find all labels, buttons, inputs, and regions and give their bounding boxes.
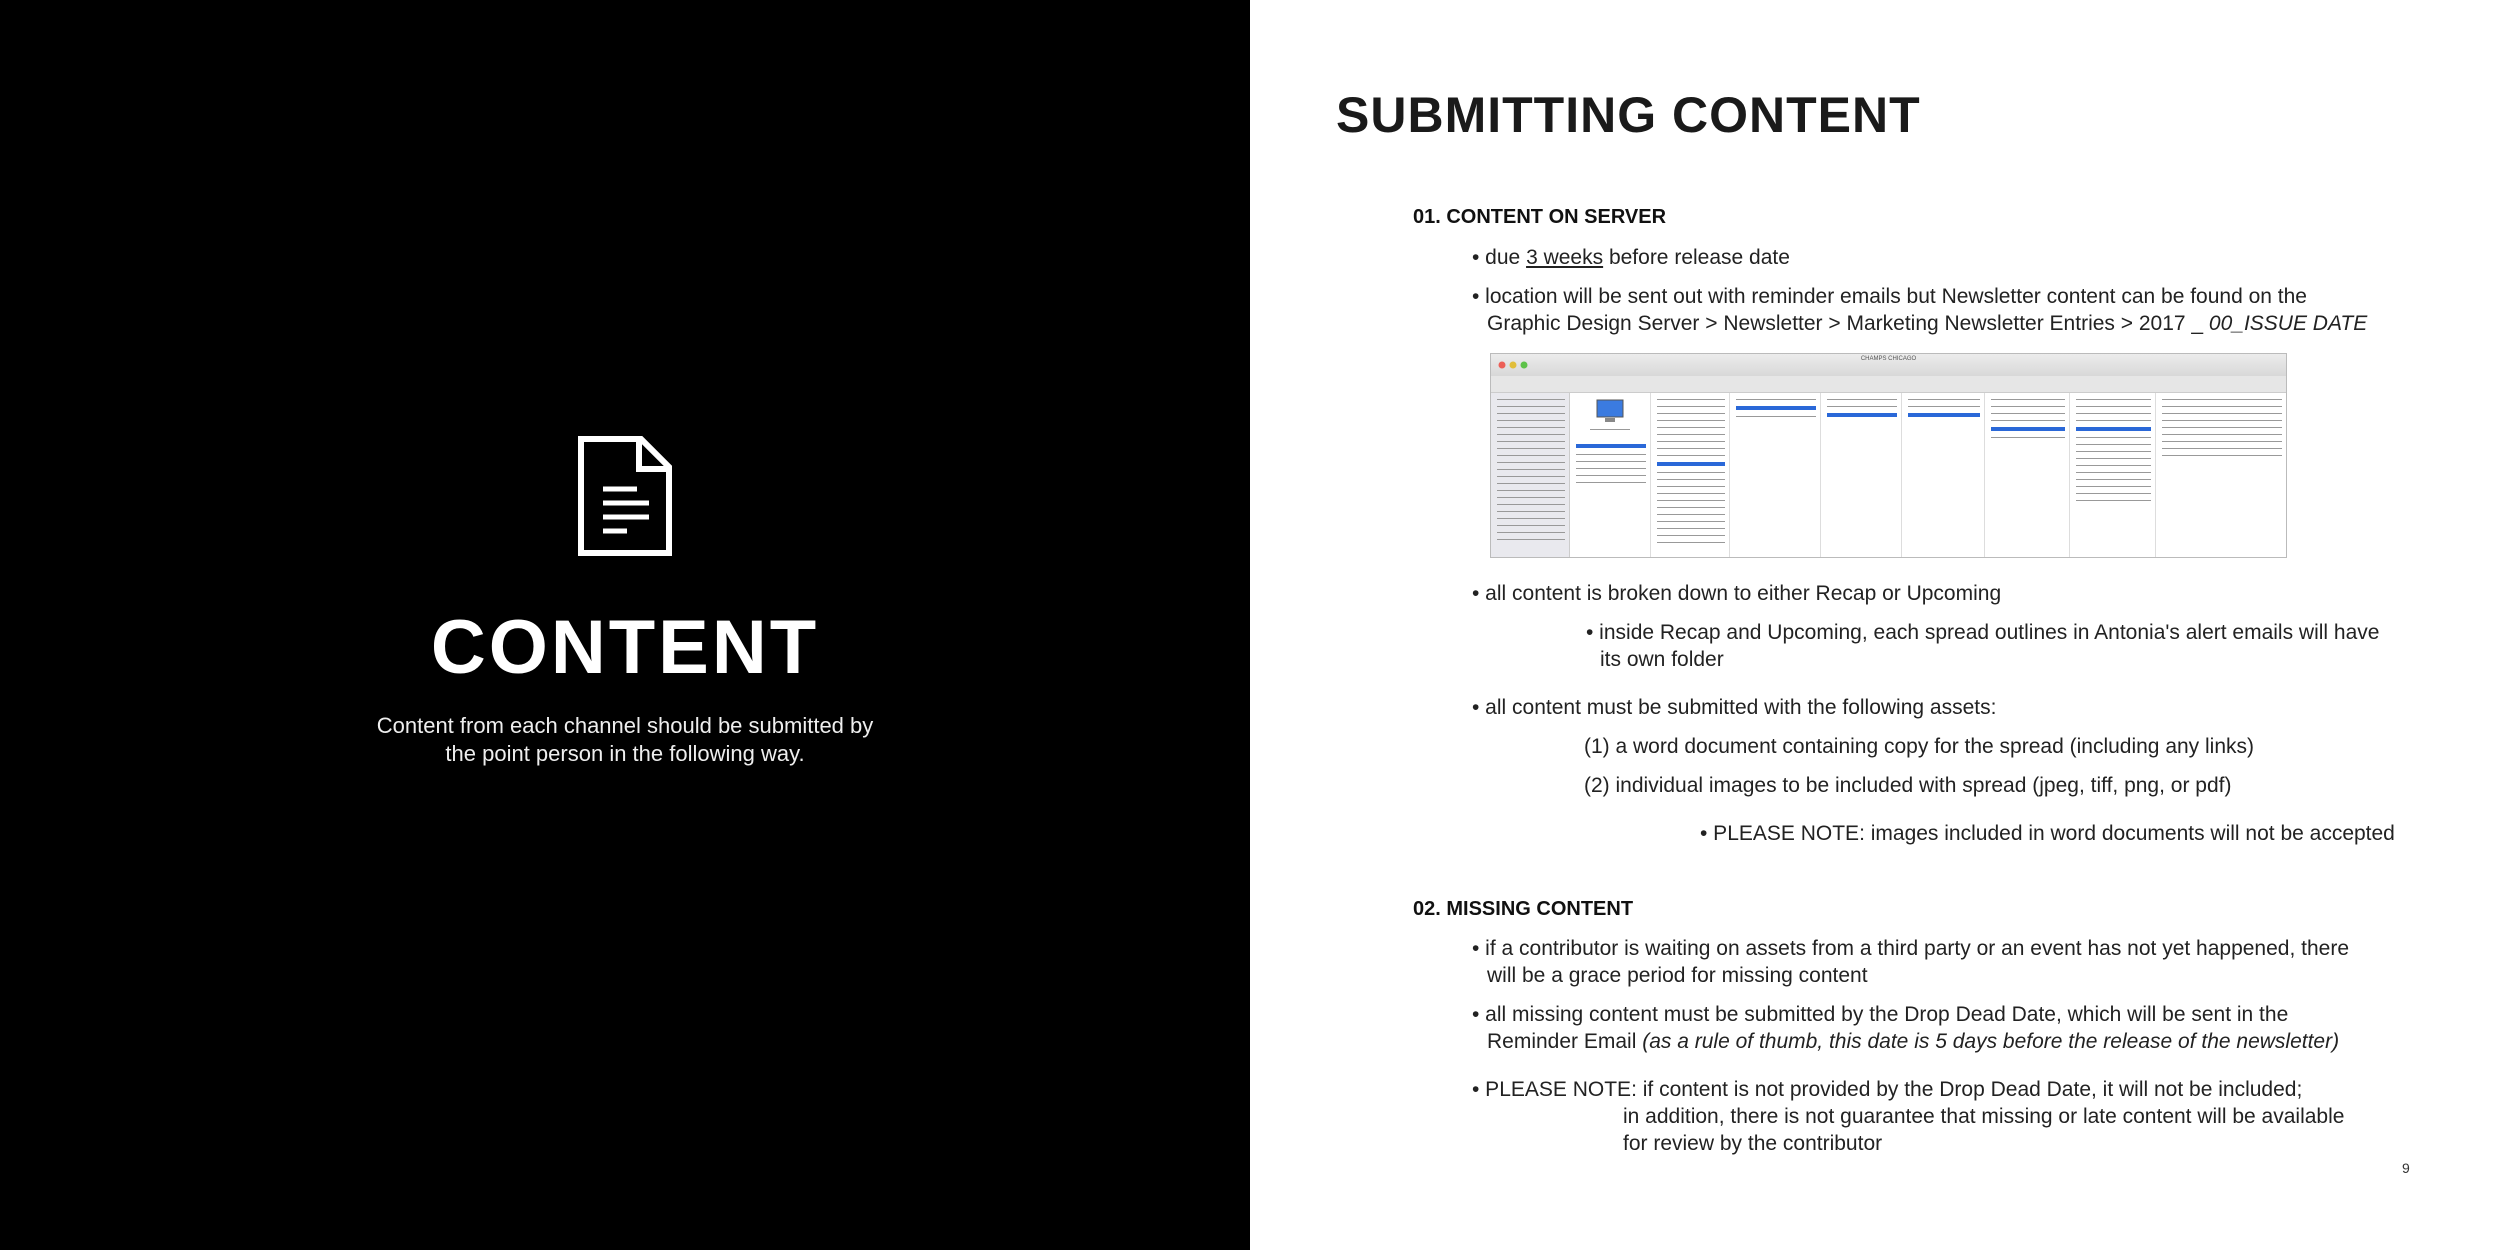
missing-note-line2: in addition, there is not guarantee that missing or late content will be available — [1623, 1105, 2345, 1128]
finder-column — [1985, 393, 2070, 557]
cover-title: CONTENT — [430, 605, 820, 690]
inside-bullet-line2: its own folder — [1600, 648, 1724, 671]
asset-item-2: (2) individual images to be included with spread (jpeg, tiff, png, or pdf) — [1584, 774, 2232, 797]
finder-column — [2156, 393, 2286, 557]
drop-dead-bullet-line2: Reminder Email (as a rule of thumb, this date is 5 days before the release of the newsletter) — [1487, 1030, 2340, 1053]
finder-column — [1570, 393, 1651, 557]
location-bullet-line1: • location will be sent out with reminder emails but Newsletter content can be found on the — [1472, 285, 2307, 308]
page-title: SUBMITTING CONTENT — [1336, 87, 1921, 143]
finder-column — [2070, 393, 2156, 557]
window-titlebar: CHAMPS CHICAGO — [1491, 354, 2286, 377]
section-heading-content-on-server: 01. CONTENT ON SERVER — [1413, 206, 1667, 228]
document-icon — [577, 435, 673, 557]
server-icon — [1595, 399, 1625, 423]
server-folder-screenshot — [1490, 353, 2287, 558]
finder-column — [1651, 393, 1730, 557]
drop-dead-bullet-line1: • all missing content must be submitted by the Drop Dead Date, which will be sent in the — [1472, 1003, 2289, 1026]
content-panel — [1250, 0, 2500, 1250]
assets-bullet: • all content must be submitted with the following assets: — [1472, 696, 1997, 719]
missing-note-line1: • PLEASE NOTE: if content is not provided by the Drop Dead Date, it will not be included; — [1472, 1078, 2303, 1101]
location-bullet-line2: Graphic Design Server > Newsletter > Marketing Newsletter Entries > 2017 _ 00_ISSUE DATE — [1487, 312, 2368, 335]
finder-column — [1821, 393, 1902, 557]
grace-period-bullet-line2: will be a grace period for missing content — [1487, 964, 1868, 987]
images-note: • PLEASE NOTE: images included in word documents will not be accepted — [1700, 822, 2395, 845]
grace-period-bullet-line1: • if a contributor is waiting on assets from a third party or an event has not yet happened, there — [1472, 937, 2350, 960]
cover-description: Content from each channel should be submitted by the point person in the following way. — [376, 713, 874, 766]
section-heading-missing-content: 02. MISSING CONTENT — [1413, 898, 1634, 920]
inside-bullet-line1: • inside Recap and Upcoming, each spread outlines in Antonia's alert emails will have — [1586, 621, 2380, 644]
finder-column — [1730, 393, 1821, 557]
finder-sidebar — [1491, 393, 1570, 557]
breakdown-bullet: • all content is broken down to either Recap or Upcoming — [1472, 582, 2002, 605]
page-number: 9 — [2402, 1160, 2410, 1176]
finder-toolbar — [1491, 376, 2286, 393]
missing-note-line3: for review by the contributor — [1623, 1132, 1883, 1155]
due-bullet: • due 3 weeks before release date — [1472, 246, 1790, 269]
asset-item-1: (1) a word document containing copy for the spread (including any links) — [1584, 735, 2255, 758]
finder-column — [1902, 393, 1985, 557]
